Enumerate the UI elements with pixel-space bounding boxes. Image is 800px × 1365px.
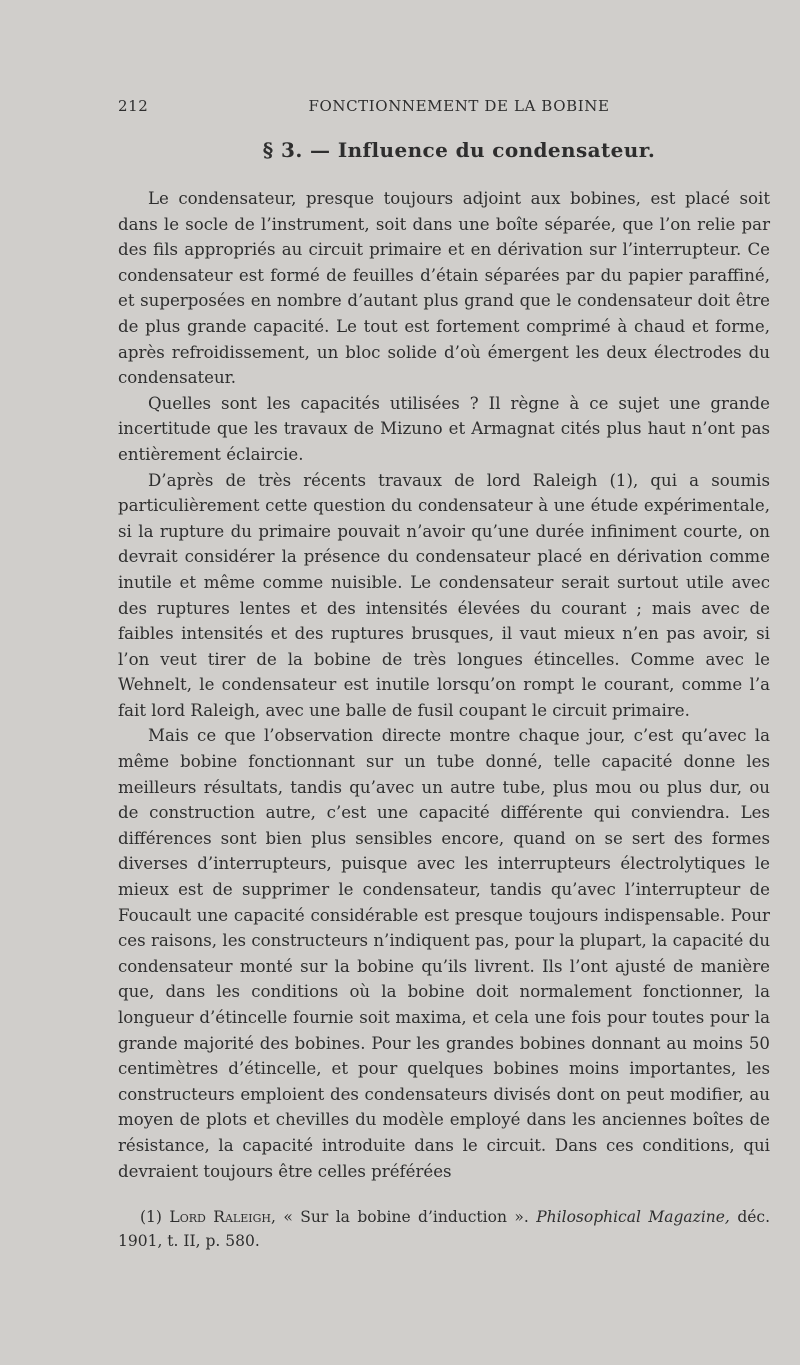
paragraph: Mais ce que l’observation directe montre chaque jour, c’est qu’avec la même bobine fonctionnant sur un tube donné, telle capacité donne les meilleurs résultats, tandis qu’avec un autre tube, plus mou ou plus dur, ou de construction autre, c’est une capacité différente qui conviendra. Les différences sont bien plus sensibles encore, quand on se sert des formes diverses d’interrupteurs, puisque avec les interrupteurs électrolytiques le mieux est de supprimer le condensateur, tandis qu’avec l’interrupteur de Foucault une capacité considérable est presque toujours indispensable. Pour ces raisons, les constructeurs n’indiquent pas, pour la plupart, la capacité du condensateur monté sur la bobine qu’ils livrent. Ils l’ont ajusté de manière que, dans les conditions où la bobine doit normalement fonctionner, la longueur d’étincelle fournie soit maxima, et cela une fois pour toutes pour la grande majorité des bobines. Pour les grandes bobines donnant au moins 50 centimètres d’étincelle, et pour quelques bobines moins importantes, les constructeurs emploient des condensateurs divisés dont on peut modifier, au moyen de plots et chevilles du modèle employé dans les anciennes boîtes de résistance, la capacité introduite dans le circuit. Dans ces conditions, qui devraient toujours être celles préférées <box>118 726 770 1181</box>
running-head <box>118 97 770 119</box>
body-text <box>118 186 770 1184</box>
footnote-author: Lord Raleigh, <box>169 1208 276 1226</box>
footnote <box>118 1205 770 1253</box>
page-number: 212 <box>118 97 149 115</box>
footnote-marker: (1) <box>140 1208 162 1226</box>
footnote-details: déc. 1901, t. II, p. 580. <box>118 1208 771 1250</box>
paragraph: Le condensateur, presque toujours adjoint aux bobines, est placé soit dans le socle de l’instrument, soit dans une boîte séparée, que l’on relie par des fils appropriés au circuit primaire et en dérivation sur l’interrupteur. Ce condensateur est formé de feuilles d’étain séparées par du papier paraffiné, et superposées en nombre d’autant plus grand que le condensateur doit être de plus grande capacité. Le tout est fortement comprimé à chaud et forme, après refroidissement, un bloc solide d’où émergent les deux électrodes du condensateur. <box>118 189 770 388</box>
paragraph: Quelles sont les capacités utilisées ? Il règne à ce sujet une grande incertitude que les travaux de Mizuno et Armagnat cités plus haut n’ont pas entièrement éclaircie. <box>118 393 770 464</box>
footnote-title: « Sur la bobine d’induction ». <box>283 1208 529 1226</box>
paragraph: D’après de très récents travaux de lord Raleigh (1), qui a soumis particulièrement cette question du condensateur à une étude expérimentale, si la rupture du primaire pouvait n’avoir qu’une durée infiniment courte, on devrait considérer la présence du condensateur placé en dérivation comme inutile et même comme nuisible. Le condensateur serait surtout utile avec des ruptures lentes et des intensités élevées du courant ; mais avec de faibles intensités et des ruptures brusques, il vaut mieux n’en pas avoir, si l’on veut tirer de la bobine de très longues étincelles. Comme avec le Wehnelt, le condensateur est inutile lorsqu’on rompt le courant, comme l’a fait lord Raleigh, avec une balle de fusil coupant le circuit primaire. <box>118 470 770 720</box>
running-title: FONCTIONNEMENT DE LA BOBINE <box>308 97 610 115</box>
footnote-journal: Philosophical Magazine, <box>536 1208 730 1226</box>
section-heading: § 3. — Influence du condensateur. <box>262 138 656 162</box>
